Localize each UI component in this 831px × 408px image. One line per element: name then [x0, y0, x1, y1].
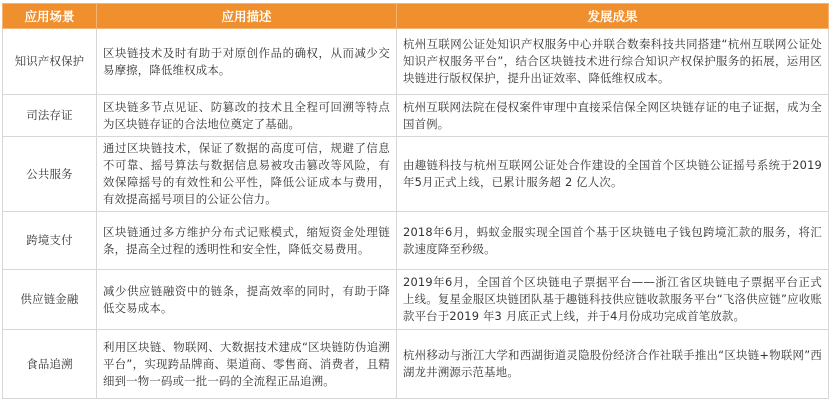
- row-result: 由趣链科技与杭州互联网公证处合作建设的全国首个区块链公证摇号系统于2019年5月正式上线，已累计服务超 2 亿人次。: [397, 137, 829, 212]
- row-scene: 供应链金融: [3, 270, 97, 330]
- row-result: 2019年6月，全国首个区块链电子票据平台——浙江省区块链电子票据平台正式上线。复星金服区块链团队基于趣链科技供应链收款服务平台“飞洛供应链”应收账款平台于2019 年3 月底正式上线，并于4月份成功完成首笔放款。: [397, 270, 829, 330]
- table-row: [3, 270, 829, 330]
- row-description: 利用区块链、物联网、大数据技术建成“区块链防伪追溯平台”，实现跨品牌商、渠道商、零售商、消费者，且精细到一物一码或一批一码的全流程正品追溯。: [97, 330, 397, 399]
- table-row: [3, 212, 829, 270]
- application-table: [2, 3, 829, 399]
- row-description: 区块链通过多方维护分布式记账模式，缩短资金处理链条，提高全过程的透明性和安全性，降低交易费用。: [97, 212, 397, 270]
- header-scene: 应用场景: [3, 4, 97, 29]
- row-scene: 公共服务: [3, 137, 97, 212]
- table-row: [3, 330, 829, 399]
- row-result: 杭州移动与浙江大学和西湖街道灵隐股份经济合作社联手推出“区块链+物联网”西湖龙井溯源示范基地。: [397, 330, 829, 399]
- table-row: [3, 137, 829, 212]
- row-scene: 司法存证: [3, 95, 97, 137]
- table-row: [3, 95, 829, 137]
- row-scene: 知识产权保护: [3, 29, 97, 95]
- row-description: 减少供应链融资中的链条，提高效率的同时，有助于降低交易成本。: [97, 270, 397, 330]
- row-result: 2018年6月，蚂蚁金服实现全国首个基于区块链电子钱包跨境汇款的服务，将汇款速度降至秒级。: [397, 212, 829, 270]
- header-result: 发展成果: [397, 4, 829, 29]
- row-description: 通过区块链技术，保证了数据的高度可信，规避了信息不可靠、摇号算法与数据信息易被攻击篡改等风险，有效保障摇号的有效性和公平性，降低公证成本与费用，有效提高摇号项目的公证公信力。: [97, 137, 397, 212]
- table-header-row: [3, 4, 829, 29]
- table-row: [3, 29, 829, 95]
- row-description: 区块链技术及时有助于对原创作品的确权，从而减少交易摩擦，降低维权成本。: [97, 29, 397, 95]
- row-result: 杭州互联网公证处知识产权服务中心并联合数秦科技共同搭建“杭州互联网公证处知识产权服务平台”，结合区块链技术进行综合知识产权保护服务的拓展，运用区块链进行版权保护，提升出证效率、降低维权成本。: [397, 29, 829, 95]
- row-result: 杭州互联网法院在侵权案件审理中直接采信保全网区块链存证的电子证据，成为全国首例。: [397, 95, 829, 137]
- row-scene: 跨境支付: [3, 212, 97, 270]
- row-description: 区块链多节点见证、防篡改的技术且全程可回溯等特点为区块链存证的合法地位奠定了基础。: [97, 95, 397, 137]
- row-scene: 食品追溯: [3, 330, 97, 399]
- header-description: 应用描述: [97, 4, 397, 29]
